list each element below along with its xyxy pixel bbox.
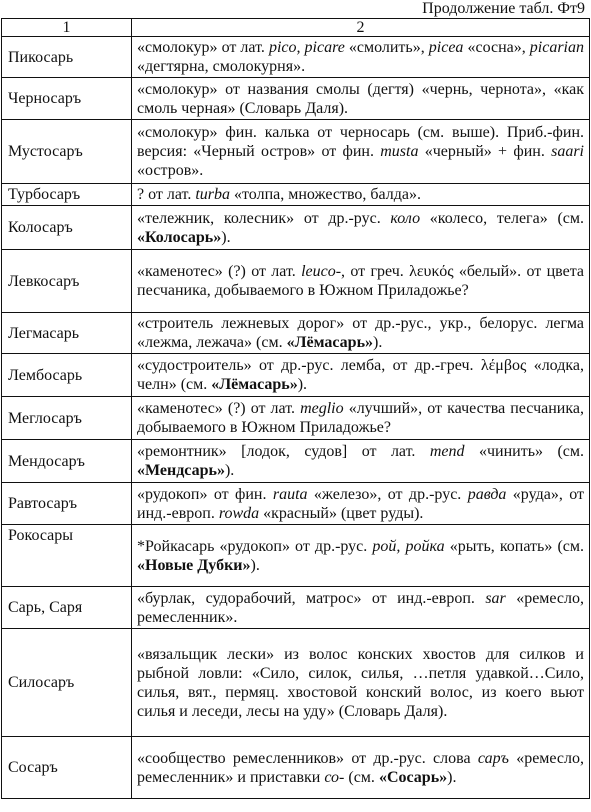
- table-row: [2, 250, 590, 313]
- definition-text: «ремесло, ремесленник» и приставки: [137, 749, 585, 786]
- table-row: [2, 120, 590, 184]
- definition-cell: [132, 120, 590, 184]
- term-cell: Сарь, Саря: [2, 587, 132, 629]
- definition-cell: [132, 313, 590, 354]
- foreign-word: rowda: [218, 504, 260, 522]
- definition-text: «толпа, множество, балда».: [230, 186, 422, 203]
- definition-cell: [132, 525, 590, 587]
- table-body: [2, 37, 590, 799]
- definition-cell: [132, 440, 590, 483]
- definition-text: ).: [224, 462, 235, 479]
- term-cell: Левкосаръ: [2, 250, 132, 313]
- foreign-word: sar: [485, 589, 506, 607]
- table-row: [2, 313, 590, 354]
- cross-reference: «Мендсарь»: [137, 462, 225, 479]
- term-cell: Сосаръ: [2, 737, 132, 799]
- table-row: [2, 397, 590, 440]
- table-row: [2, 37, 590, 78]
- foreign-word: leuco-: [301, 263, 342, 280]
- table-row: [2, 587, 590, 629]
- foreign-word: picea: [428, 39, 464, 56]
- definition-cell: [132, 250, 590, 313]
- table-row: [2, 629, 590, 737]
- definition-cell: [132, 184, 590, 206]
- header-row: [2, 19, 590, 37]
- table-row: [2, 440, 590, 483]
- term-cell: Пикосарь: [2, 37, 132, 78]
- foreign-word: picarian: [529, 39, 584, 56]
- definition-text: «железо», от др.-рус.: [307, 485, 468, 503]
- definition-text: «смолокур» от лат.: [137, 39, 269, 56]
- definition-cell: [132, 629, 590, 737]
- term-cell: Легмасарь: [2, 313, 132, 354]
- definition-cell: [132, 206, 590, 250]
- cross-reference: «Лёмасарь»: [286, 334, 374, 351]
- definition-text: «каменотес» (?) от лат.: [137, 400, 301, 417]
- foreign-word: рой, ройка: [372, 537, 445, 555]
- term-cell: Колосаръ: [2, 206, 132, 250]
- definition-cell: [132, 737, 590, 799]
- definition-text: «бурлак, судорабочий, матрос» от инд.-европ.: [137, 589, 486, 607]
- foreign-word: saari: [551, 143, 584, 160]
- definition-text: «каменотес» (?) от лат.: [137, 263, 302, 280]
- term-cell: Силосаръ: [2, 629, 132, 737]
- definition-cell: [132, 354, 590, 397]
- foreign-word: mend: [429, 443, 465, 460]
- foreign-word: со-: [324, 768, 345, 786]
- definition-text: ).: [221, 228, 231, 246]
- definition-text: «смолокур» фин. калька от черносарь (см. выше). Приб.-фин. версия: «Черный остров» от фин.: [137, 124, 584, 160]
- definition-text: «тележник, колесник» от др.-рус.: [137, 209, 391, 227]
- table-caption: Продолжение табл. Фт9: [422, 0, 585, 17]
- definition-text: «сообщество ремесленников» от др.-рус. слова: [137, 749, 478, 767]
- foreign-word: rauta: [272, 485, 308, 503]
- definition-text: «рудокоп» от фин.: [137, 485, 273, 503]
- definition-text: «черный» + фин.: [418, 143, 552, 160]
- definition-cell: [132, 37, 590, 78]
- definition-text: ).: [373, 334, 383, 351]
- definition-text: «рыть, копать» (см.: [444, 537, 584, 555]
- definition-text: «руда», от инд.-европ.: [137, 485, 584, 522]
- definition-text: «судостроитель» от др.-рус. лемба, от др.-греч. λέμβος «лодка, челн» (см.: [137, 357, 584, 393]
- definition-text: «ремонтник» [лодок, судов] от лат.: [137, 443, 430, 460]
- foreign-word: musta: [380, 143, 419, 160]
- column-header-1: 1: [2, 19, 132, 37]
- cross-reference: «Лёмасарь»: [211, 376, 298, 393]
- table-row: [2, 354, 590, 397]
- term-cell: Турбосаръ: [2, 184, 132, 206]
- cross-reference: «Сосарь»: [378, 768, 448, 786]
- etymology-table: [1, 18, 590, 799]
- term-cell: Равтосаръ: [2, 483, 132, 525]
- definition-text: «лучший», от качества песчаника, добываемого в Южном Приладожье?: [137, 400, 584, 436]
- cross-reference: «Колосарь»: [137, 228, 222, 246]
- foreign-word: равда: [467, 485, 507, 503]
- column-header-2: 2: [132, 19, 590, 37]
- definition-text: «чинить» (см.: [464, 443, 584, 460]
- foreign-word: meglio: [300, 400, 344, 417]
- definition-text: , от греч. λευκός «белый». от цвета песчаника, добываемого в Южном Приладожье?: [137, 263, 584, 299]
- term-cell: Черносаръ: [2, 78, 132, 120]
- table-row: [2, 206, 590, 250]
- definition-text: «строитель лежневых дорог» от др.-рус., укр., белорус. легма «лежма, лежача» (см.: [137, 315, 584, 351]
- definition-cell: [132, 397, 590, 440]
- foreign-word: саръ: [477, 749, 509, 767]
- definition-text: «смолокур» от названия смолы (дегтя) «чернь, чернота», «как смоль черная» (Словарь Даля).: [137, 80, 584, 117]
- table-row: [2, 737, 590, 799]
- foreign-word: turba: [195, 186, 231, 203]
- definition-text: «колесо, телега» (см.: [420, 209, 584, 227]
- foreign-word: коло: [390, 209, 421, 227]
- definition-text: «вязальщик лески» из волос конских хвостов для силков и рыбной ловли: «Сило, силок, силья, …петля удавкой…Сило, силья, вят., пермяц. хвостовой конский волос, из коего вьют силья и леседи, лесы на уду» (Словарь Даля).: [137, 645, 584, 720]
- term-cell: Рокосары: [2, 525, 132, 587]
- table-row: [2, 184, 590, 206]
- definition-text: «смолить»,: [344, 39, 429, 56]
- definition-text: «сосна»,: [463, 39, 530, 56]
- definition-text: ).: [250, 556, 260, 574]
- definition-cell: [132, 78, 590, 120]
- definition-text: ? от лат.: [137, 186, 196, 203]
- table-row: [2, 525, 590, 587]
- definition-text: (см.: [344, 768, 379, 786]
- definition-cell: [132, 587, 590, 629]
- definition-text: ).: [297, 376, 308, 393]
- foreign-word: pico, picare: [268, 39, 345, 56]
- term-cell: Меглосаръ: [2, 397, 132, 440]
- cross-reference: «Новые Дубки»: [137, 556, 251, 574]
- table-row: [2, 78, 590, 120]
- definition-cell: [132, 483, 590, 525]
- table-row: [2, 483, 590, 525]
- definition-text: «ремесло, ремесленник».: [137, 589, 585, 626]
- definition-text: *Ройкасарь «рудокоп» от др.-рус.: [137, 537, 373, 555]
- definition-text: «дегтярна, смолокурня».: [137, 58, 306, 75]
- term-cell: Мустосаръ: [2, 120, 132, 184]
- definition-text: ).: [447, 768, 457, 786]
- term-cell: Мендосаръ: [2, 440, 132, 483]
- term-cell: Лембосарь: [2, 354, 132, 397]
- definition-text: «красный» (цвет руды).: [259, 504, 424, 522]
- definition-text: «остров».: [137, 162, 204, 179]
